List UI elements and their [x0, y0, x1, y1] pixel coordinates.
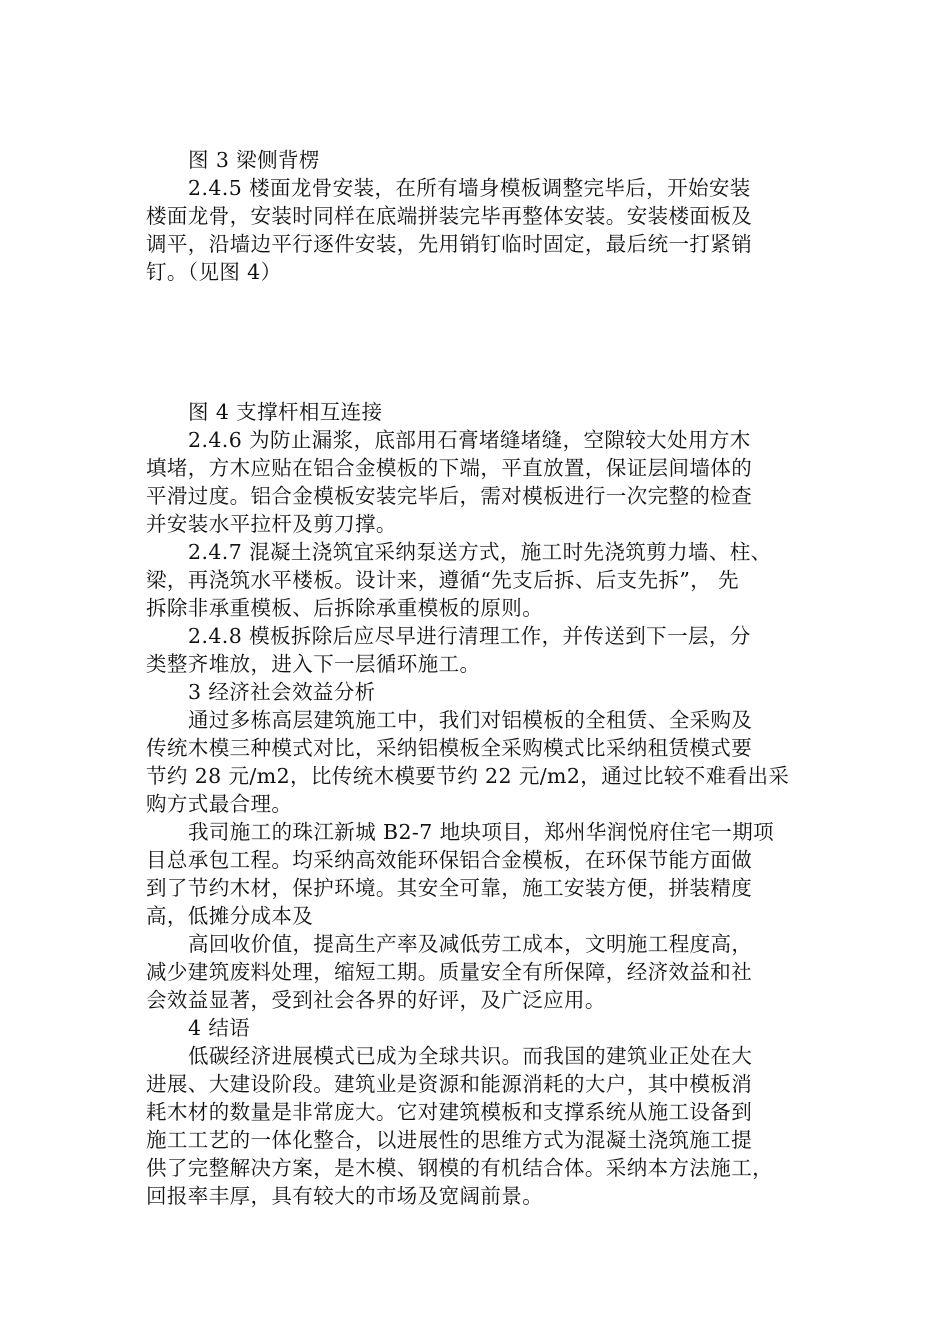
paragraph-line: 高，低摊分成本及 [146, 904, 314, 928]
paragraph-line: 到了节约木材，保护环境。其安全可靠，施工安装方便，拼装精度 [146, 876, 753, 900]
paragraph-line: 节约 28 元/m2，比传统木模要节约 22 元/m2，通过比较不难看出采 [146, 764, 790, 788]
paragraph-line: 购方式最合理。 [146, 792, 293, 816]
paragraph-line: 目总承包工程。均采纳高效能环保铝合金模板，在环保节能方面做 [146, 848, 753, 872]
section-heading: 4 结语 [188, 1016, 251, 1040]
paragraph-line: 低碳经济进展模式已成为全球共识。而我国的建筑业正处在大 [188, 1044, 753, 1068]
paragraph-line: 通过多栋高层建筑施工中，我们对铝模板的全租赁、全采购及 [188, 708, 753, 732]
paragraph-line: 会效益显著，受到社会各界的好评，及广泛应用。 [146, 988, 606, 1012]
paragraph-line: 进展、大建设阶段。建筑业是资源和能源消耗的大户，其中模板消 [146, 1072, 753, 1096]
paragraph-line: 我司施工的珠江新城 B2-7 地块项目，郑州华润悦府住宅一期项 [188, 820, 775, 844]
paragraph-line: 高回收价值，提高生产率及减低劳工成本，文明施工程度高， [188, 932, 753, 956]
paragraph-line: 并安装水平拉杆及剪刀撑。 [146, 512, 397, 536]
paragraph-line: 钉。（见图 4） [146, 260, 282, 284]
paragraph-line: 传统木模三种模式对比，采纳铝模板全采购模式比采纳租赁模式要 [146, 736, 753, 760]
paragraph-line: 2.4.8 模板拆除后应尽早进行清理工作，并传送到下一层，分 [188, 624, 751, 648]
figure-4-caption: 图 4 支撑杆相互连接 [188, 400, 383, 424]
paragraph-line: 梁，再浇筑水平楼板。设计来，遵循“先支后拆、后支先拆”， 先 [146, 568, 739, 592]
paragraph-line: 2.4.6 为防止漏浆，底部用石膏堵缝堵缝，空隙较大处用方木 [188, 428, 751, 452]
paragraph-line: 施工工艺的一体化整合，以进展性的思维方式为混凝土浇筑施工提 [146, 1128, 753, 1152]
section-heading: 3 经济社会效益分析 [188, 680, 376, 704]
paragraph-line: 供了完整解决方案，是木模、钢模的有机结合体。采纳本方法施工， [146, 1156, 773, 1180]
paragraph-line: 平滑过度。铝合金模板安装完毕后，需对模板进行一次完整的检查 [146, 484, 753, 508]
paragraph-line: 耗木材的数量是非常庞大。它对建筑模板和支撑系统从施工设备到 [146, 1100, 753, 1124]
figure-3-caption: 图 3 梁侧背楞 [188, 148, 320, 172]
paragraph-line: 回报率丰厚，具有较大的市场及宽阔前景。 [146, 1184, 544, 1208]
paragraph-line: 2.4.5 楼面龙骨安装，在所有墙身模板调整完毕后，开始安装 [188, 176, 751, 200]
paragraph-line: 拆除非承重模板、后拆除承重模板的原则。 [146, 596, 544, 620]
paragraph-line: 减少建筑废料处理，缩短工期。质量安全有所保障，经济效益和社 [146, 960, 753, 984]
paragraph-line: 2.4.7 混凝土浇筑宜采纳泵送方式，施工时先浇筑剪力墙、柱、 [188, 540, 772, 564]
paragraph-line: 类整齐堆放，进入下一层循环施工。 [146, 652, 481, 676]
paragraph-line: 楼面龙骨，安装时同样在底端拼装完毕再整体安装。安装楼面板及 [146, 204, 753, 228]
paragraph-line: 填堵，方木应贴在铝合金模板的下端，平直放置，保证层间墙体的 [146, 456, 753, 480]
paragraph-line: 调平，沿墙边平行逐件安装，先用销钉临时固定，最后统一打紧销 [146, 232, 753, 256]
